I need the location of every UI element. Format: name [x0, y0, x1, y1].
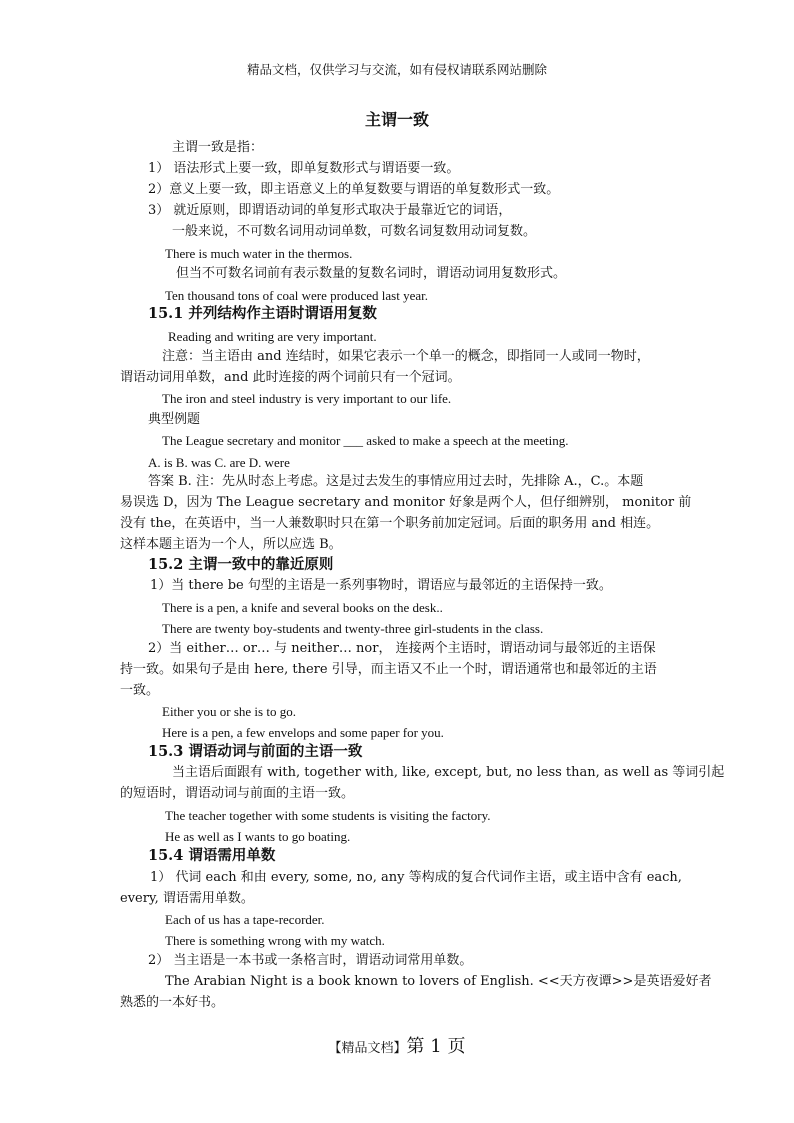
s2-example-3: Either you or she is to go. — [162, 704, 296, 719]
intro-example-2: Ten thousand tons of coal were produced last year. — [165, 288, 428, 303]
s4-rule-1-line-1: 1） 代词 each 和由 every, some, no, any 等构成的复合代词作主语，或主语中含有 each, — [150, 870, 682, 885]
s1-answer-line-4: 这样本题主语为一个人，所以应选 B。 — [120, 537, 342, 552]
s2-example-2: There are twenty boy-students and twenty-three girl-students in the class. — [162, 621, 544, 636]
s3-example-2: He as well as I wants to go boating. — [165, 829, 351, 844]
s3-rule-line-1: 当主语后面跟有 with, together with, like, except, but, no less than, as well as 等词引起 — [172, 765, 725, 780]
section-15-2-heading: 15.2 主谓一致中的靠近原则 — [148, 556, 334, 573]
s1-note-line-2: 谓语动词用单数，and 此时连接的两个词前只有一个冠词。 — [120, 370, 461, 385]
intro-example-1: There is much water in the thermos. — [165, 246, 353, 261]
s2-rule-2-line-2: 持一致。如果句子是由 here, there 引导，而主语又不止一个时，谓语通常也和最邻近的主语 — [120, 662, 657, 677]
s2-rule-2-line-1: 2）当 either… or… 与 neither… nor， 连接两个主语时，谓语动词与最邻近的主语保 — [148, 641, 656, 656]
section-15-4-heading: 15.4 谓语需用单数 — [148, 847, 276, 864]
s4-example-2: There is something wrong with my watch. — [165, 933, 385, 948]
s1-example-2: The iron and steel industry is very important to our life. — [162, 391, 452, 406]
page-title: 主谓一致 — [364, 110, 429, 129]
intro-point-2: 2）意义上要一致，即主语意义上的单复数要与谓语的单复数形式一致。 — [148, 182, 560, 197]
s4-rule-1-line-2: every, 谓语需用单数。 — [120, 891, 254, 906]
s2-rule-1: 1）当 there be 句型的主语是一系列事物时，谓语应与最邻近的主语保持一致。 — [150, 578, 612, 593]
footer-label: 【精品文档】 — [328, 1041, 407, 1056]
s1-typical-label: 典型例题 — [148, 412, 201, 427]
s4-example-1: Each of us has a tape-recorder. — [165, 912, 325, 927]
s2-example-4: Here is a pen, a few envelops and some paper for you. — [162, 725, 444, 740]
s1-answer-line-2: 易误选 D，因为 The League secretary and monitor 好象是两个人，但仔细辨别， monitor 前 — [120, 495, 692, 510]
section-15-1-heading: 15.1 并列结构作主语时谓语用复数 — [148, 305, 377, 322]
s4-rule-2: 2） 当主语是一本书或一条格言时，谓语动词常用单数。 — [148, 953, 473, 968]
intro-point-3: 3） 就近原则，即谓语动词的单复形式取决于最靠近它的词语， — [148, 203, 512, 218]
s1-example-1: Reading and writing are very important. — [168, 329, 377, 344]
page-number: 第 1 页 — [406, 1036, 466, 1057]
s1-question: The League secretary and monitor ___ asked to make a speech at the meeting. — [162, 433, 569, 448]
s3-rule-line-2: 的短语时，谓语动词与前面的主语一致。 — [120, 786, 355, 801]
section-15-3-heading: 15.3 谓语动词与前面的主语一致 — [148, 743, 363, 760]
s2-example-1: There is a pen, a knife and several books on the desk.. — [162, 600, 443, 615]
s3-example-1: The teacher together with some students is visiting the factory. — [165, 808, 491, 823]
s2-rule-2-line-3: 一致。 — [120, 683, 160, 698]
page-footer — [0, 1032, 794, 1058]
s1-options: A. is B. was C. are D. were — [148, 455, 290, 470]
s1-answer-line-1: 答案 B. 注：先从时态上考虑。这是过去发生的事情应用过去时，先排除 A.，C.。本题 — [148, 474, 644, 489]
s4-example-3-cont: 熟悉的一本好书。 — [120, 995, 225, 1010]
intro-point-4: 但当不可数名词前有表示数量的复数名词时，谓语动词用复数形式。 — [176, 266, 567, 281]
s1-note-line-1: 注意：当主语由 and 连结时，如果它表示一个单一的概念，即指同一人或同一物时， — [162, 349, 650, 364]
intro-point-1: 1） 语法形式上要一致，即单复数形式与谓语要一致。 — [148, 161, 460, 176]
intro-point-3-detail: 一般来说，不可数名词用动词单数，可数名词复数用动词复数。 — [172, 224, 537, 239]
intro-lead: 主谓一致是指： — [172, 140, 264, 155]
s4-example-3: The Arabian Night is a book known to lovers of English. <<天方夜谭>>是英语爱好者 — [165, 974, 712, 989]
s1-answer-line-3: 没有 the，在英语中，当一人兼数职时只在第一个职务前加定冠词。后面的职务用 and 相连。 — [120, 516, 660, 531]
page-header-notice: 精品文档，仅供学习与交流，如有侵权请联系网站删除 — [246, 62, 547, 77]
